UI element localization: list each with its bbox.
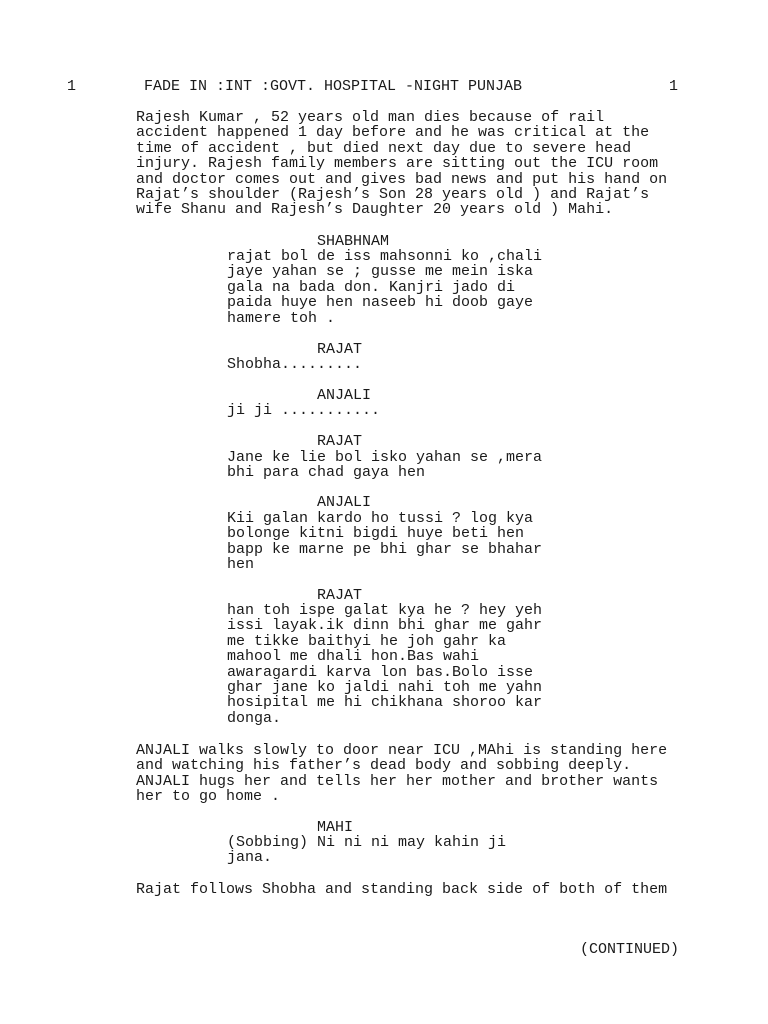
dialogue: Shobha.........	[227, 356, 363, 373]
action-paragraph: Rajat follows Shobha and standing back side of both of them	[136, 881, 668, 898]
scene-number-right: 1	[669, 78, 679, 95]
character-name: RAJAT	[317, 341, 363, 358]
dialogue: Kii galan kardo ho tussi ? log kya bolonge kitni bigdi huye beti hen bapp ke marne pe bhi ghar se bhahar hen	[227, 510, 543, 574]
character-name: MAHI	[317, 819, 354, 836]
action-paragraph: Rajesh Kumar , 52 years old man dies because of rail accident happened 1 day before and he was critical at the time of accident , but died next day due to severe head injury. Rajesh family members are sitting out the ICU room and doctor comes out and gives bad news and put his hand on Rajat’s shoulder (Rajesh’s Son 28 years old ) and Rajat’s wife Shanu and Rajesh’s Daughter 20 years old ) Mahi.	[136, 109, 668, 219]
continued-marker: (CONTINUED)	[580, 941, 680, 958]
dialogue: ji ji ...........	[227, 402, 381, 419]
scene-heading: FADE IN :INT :GOVT. HOSPITAL -NIGHT PUNJAB	[144, 78, 523, 95]
action-paragraph: ANJALI walks slowly to door near ICU ,MAhi is standing here and watching his father’s dead body and sobbing deeply. ANJALI hugs her and tells her her mother and brother wants her to go home .	[136, 742, 668, 806]
character-name: RAJAT	[317, 433, 363, 450]
dialogue: Jane ke lie bol isko yahan se ,mera bhi para chad gaya hen	[227, 449, 543, 482]
character-name: RAJAT	[317, 587, 363, 604]
character-name: SHABHNAM	[317, 233, 390, 250]
dialogue: (Sobbing) Ni ni ni may kahin ji jana.	[227, 834, 507, 867]
scene-number-left: 1	[67, 78, 77, 95]
character-name: ANJALI	[317, 387, 372, 404]
character-name: ANJALI	[317, 494, 372, 511]
dialogue: han toh ispe galat kya he ? hey yeh issi layak.ik dinn bhi ghar me gahr me tikke baithyi he joh gahr ka mahool me dhali hon.Bas wahi awaragardi karva lon bas.Bolo isse ghar jane ko jaldi nahi toh me yahn hosipital me hi chikhana shoroo kar donga.	[227, 602, 543, 727]
dialogue: rajat bol de iss mahsonni ko ,chali jaye yahan se ; gusse me mein iska gala na bada don. Kanjri jado di paida huye hen naseeb hi doob gaye hamere toh .	[227, 248, 543, 327]
